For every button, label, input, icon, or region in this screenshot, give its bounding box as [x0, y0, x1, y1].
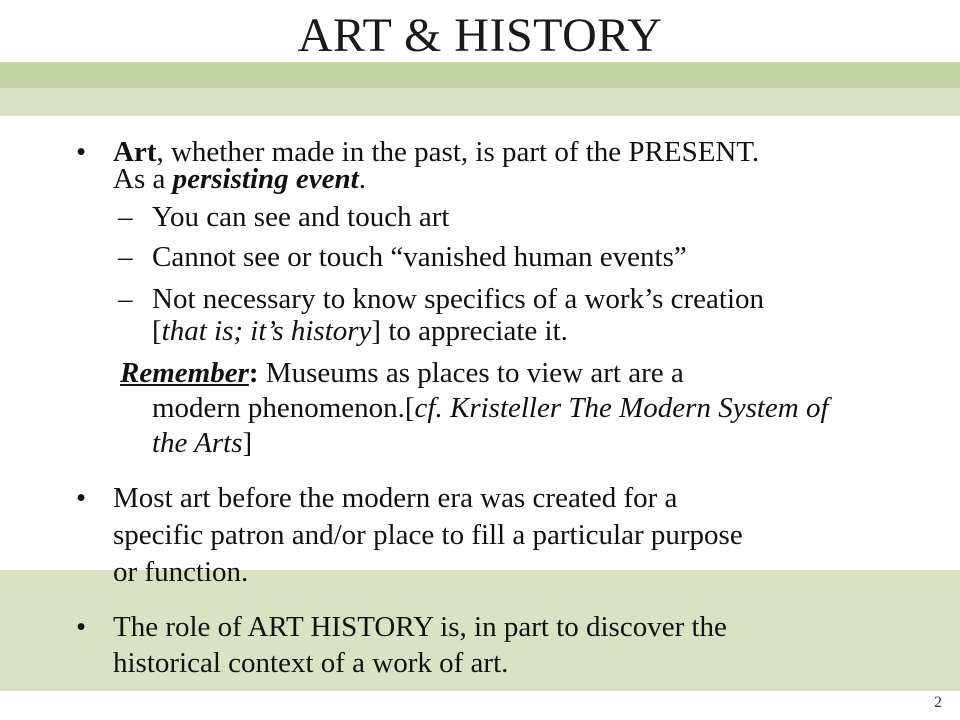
remember-label: Remember — [120, 357, 249, 389]
bracket-open: [ — [152, 315, 162, 347]
art-word: Art — [113, 136, 157, 168]
bullet-marker: • — [76, 611, 87, 643]
remember-line2 — [152, 391, 829, 425]
remember-colon: : — [248, 357, 259, 389]
persisting-event: persisting event — [172, 163, 359, 195]
bullet2-line2: specific patron and/or place to fill a particular purpose — [113, 519, 743, 551]
remember-line3-italic: the Arts — [152, 427, 243, 459]
slide-title: ART & HISTORY — [297, 9, 663, 62]
bullet2-line3: or function. — [113, 556, 249, 588]
bullet3-line1: The role of ART HISTORY is, in part to discover the — [113, 611, 727, 643]
bullet-marker: • — [76, 482, 87, 514]
dash-marker: – — [118, 283, 133, 315]
bullet1-line2-post: . — [358, 163, 366, 195]
remember-line1 — [120, 356, 684, 390]
sub-item-2: Cannot see or touch “vanished human events” — [152, 241, 687, 273]
header-band-light — [0, 88, 960, 116]
sub-item-1: You can see and touch art — [152, 201, 450, 233]
sub-item-3-italic: that is; it’s history — [161, 315, 372, 347]
page-number: 2 — [934, 694, 942, 711]
remember-line3-post: ] — [242, 427, 253, 459]
sub-item-3-line2 — [152, 314, 568, 348]
bullet1-line2 — [113, 162, 366, 196]
remember-line2-italic: cf. Kristeller The Modern System of — [414, 392, 829, 424]
bullet1-line1-text: , whether made in the past, is part of the PRESENT. — [156, 136, 760, 168]
bullet2-line1: Most art before the modern era was created for a — [113, 482, 678, 514]
remember-line1-text: Museums as places to view art are a — [258, 357, 684, 389]
bullet3-line2: historical context of a work of art. — [113, 647, 509, 679]
sub-item-3-line1: Not necessary to know specifics of a work’s creation — [152, 283, 765, 315]
sub-item-3-tail: ] to appreciate it. — [371, 315, 568, 347]
remember-line2-pre: modern phenomenon.[ — [152, 392, 415, 424]
remember-line3 — [152, 426, 252, 460]
dash-marker: – — [118, 201, 133, 233]
bullet1-line2-pre: As a — [113, 163, 173, 195]
dash-marker: – — [118, 241, 133, 273]
bullet-marker: • — [76, 136, 87, 168]
header-band-dark — [0, 62, 960, 88]
